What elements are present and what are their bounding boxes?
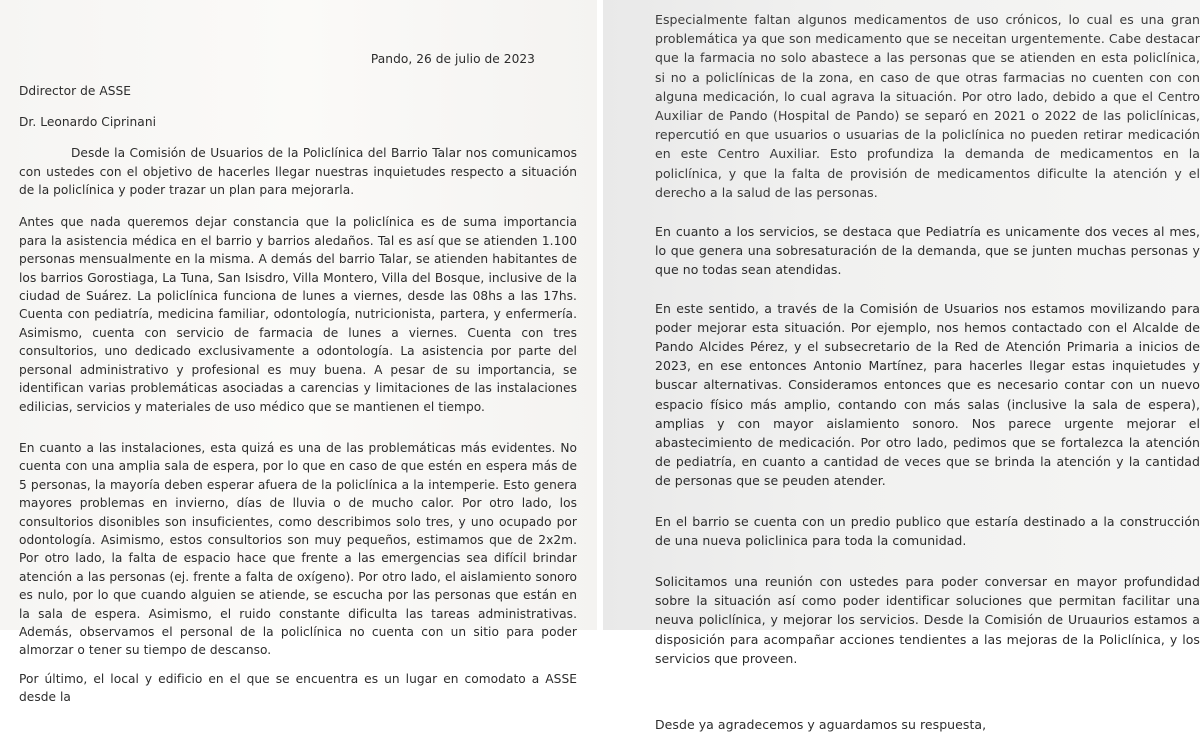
paragraph-importance: Antes que nada queremos dejar constancia que la policlínica es de suma importancia para la asistencia médica en el barrio y barrios aledaños. Tal es así que se atienden 1.100 personas mensualmente en la misma. A demás del barrio Talar, se atienden habitantes de los barrios Gorostiaga, La Tuna, San Isisdro, Villa Montero, Villa del Bosque, inclusive de la ciudad de Suárez. La policlínica funciona de lunes a viernes, desde las 08hs a las 17hs. Cuenta con pediatría, medicina familiar, odontología, nutricionista, partera, y enfermería. Asimismo, cuenta con servicio de farmacia de lunes a viernes. Cuenta con tres consultorios, uno dedicado exclusivamente a odontología. La asistencia por parte del personal administrativo y profesional es muy buena. A pesar de su importancia, se identifican varias problemáticas asociadas a carencias y limitaciones de las instalaciones edilicias, servicios y materiales de uso médico que se mantienen el tiempo. xyxy=(19,215,577,414)
paragraph-medication: Especialmente faltan algunos medicamentos de uso crónicos, lo cual es una gran problemática ya que son medicamento que se neceitan urgentemente. Cabe destacar que la farmacia no solo abastece a las personas que se atienden en esta policlínica, si no a policlínicas de la zona, en caso de que otras farmacias no cuenten con con alguna medicación, lo cual agrava la situación. Por otro lado, debido a que el Centro Auxiliar de Pando (Hospital de Pando) se separó en 2021 o 2022 de las policlínicas, repercutió en que usuarios o usuarias de la policlínica no pueden retirar medicación en este Centro Auxiliar. Esto profundiza la demanda de medicamentos en la policlínica, y que la falta de provisión de medicamentos dificulte la atención y el derecho a la salud de las personas. xyxy=(655,12,1200,200)
paragraph-land: En el barrio se cuenta con un predio publico que estaría destinado a la construcción de una nueva policlinica para toda la comunidad. xyxy=(655,513,1200,548)
paragraph-actions: En este sentido, a través de la Comisión de Usuarios nos estamos movilizando para poder mejorar esta situación. Por ejemplo, nos hemos contactado con el Alcalde de Pando Alcides Pérez, y el subsecretario de la Red de Atención Primaria a inicios de 2023, en ese entonces Antonio Martínez, para hacerles llegar estas inquietudes y buscar alternativas. Consideramos entonces que es necesario contar con un nuevo espacio físico más amplio, contando con más salas (inclusive la sala de espera), amplias y con mayor aislamiento sonoro. Nos parece urgente mejorar el abastecimiento de medicación. Por otro lado, pedimos que se fortalezca la atención de pediatría, en cuanto a cantidad de veces que se brinda la atención y la cantidad de personas que se peuden atender. xyxy=(655,300,1200,489)
letter-date: Pando, 26 de julio de 2023 xyxy=(370,52,535,66)
addressee-title: Ddirector de ASSE xyxy=(19,84,132,99)
paragraph-services: En cuanto a los servicios, se destaca que Pediatría es unicamente dos veces al mes, lo que genera una sobresaturación de la demanda, que se junten muchas personas y que no todas sean atendidas. xyxy=(655,224,1200,278)
paragraph-building-partial: Por último, el local y edificio en el que se encuentra es un lugar en comodato a ASSE desde la xyxy=(19,671,577,705)
letter-page-left xyxy=(0,0,597,705)
paragraph-intro: Desde la Comisión de Usuarios de la Policlínica del Barrio Talar nos comunicamos con ustedes con el objetivo de hacerles llegar nuestras inquietudes respecto a situación de la policlínica y poder trazar un plan para mejorarla. xyxy=(19,146,577,198)
letter-closing: Desde ya agradecemos y aguardamos su respuesta, xyxy=(655,717,987,733)
addressee-name: Dr. Leonardo Ciprinani xyxy=(19,114,157,129)
paragraph-meeting-request: Solicitamos una reunión con ustedes para poder conversar en mayor profundidad sobre la situación así como poder identificar soluciones que permitan facilitar una neuva policlínica, y mejorar los servicios. Desde la Comisión de Uruaurios estamos a disposición para acompañar acciones tendientes a las mejoras de la Policlínica, y los servicios que proveen. xyxy=(655,574,1200,666)
paragraph-facilities: En cuanto a las instalaciones, esta quizá es una de las problemáticas más evidentes. No cuenta con una amplia sala de espera, por lo que en caso de que estén en espera más de 5 personas, la mayoría deben esperar afuera de la policlínica a la intemperie. Esto genera mayores problemas en invierno, días de lluvia o de mucho calor. Por otro lado, los consultorios disonibles son insuficientes, como describimos solo tres, y uno ocupado por odontología. Asimismo, estos consultorios son muy pequeños, estimamos que de 2x2m. Por otro lado, la falta de espacio hace que frente a las emergencias sea difícil brindar atención a las personas (ej. frente a falta de oxígeno). Por otro lado, el aislamiento sonoro es nulo, por lo que cuando alguien se atiende, se escucha por las personas que están en la sala de espera. Asimismo, el ruido constante dificulta las tareas administrativas. Además, observamos el personal de la policlínica no cuenta con un sitio para poder almorzar o tener su tiempo de descanso. xyxy=(19,440,577,658)
letter-page-right xyxy=(603,0,1200,733)
